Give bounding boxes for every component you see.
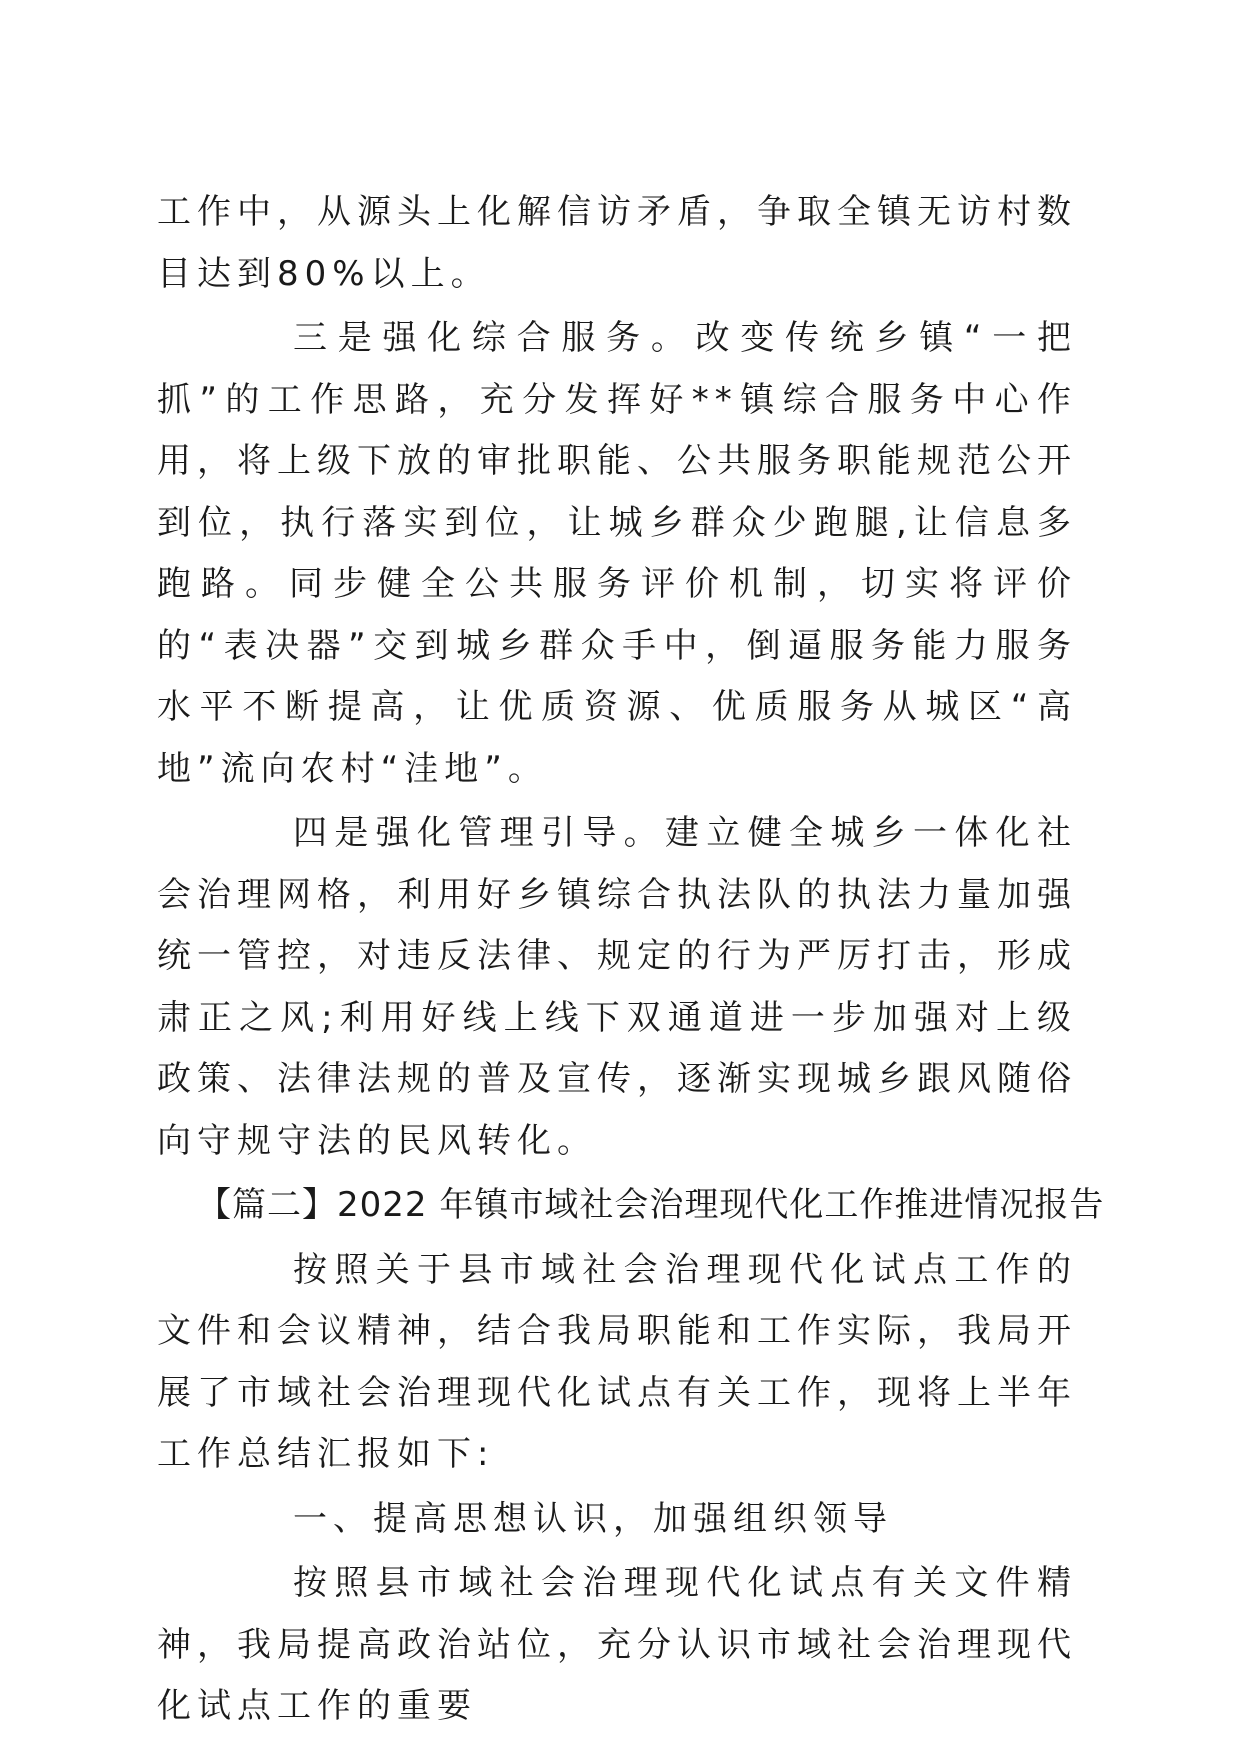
document-body (157, 182, 1105, 1738)
paragraph-report-intro: 按照关于县市域社会治理现代化试点工作的文件和会议精神，结合我局职能和工作实际，我局开展了市域社会治理现代化试点有关工作，现将上半年工作总结汇报如下: (157, 1249, 1077, 1474)
section-heading: 【篇二】2022 年镇市域社会治理现代化工作推进情况报告 (197, 1185, 1105, 1225)
paragraph-political-stance: 按照县市域社会治理现代化试点有关文件精神，我局提高政治站位，充分认识市域社会治理现代化试点工作的重要 (157, 1563, 1077, 1726)
subheading-one: 一、提高思想认识，加强组织领导 (293, 1498, 893, 1539)
paragraph-comprehensive-service: 三是强化综合服务。改变传统乡镇“一把抓”的工作思路，充分发挥好**镇综合服务中心作用，将上级下放的审批职能、公共服务职能规范公开到位，执行落实到位，让城乡群众少跑腿,让信息多跑路。同步健全公共服务评价机制，切实将评价的“表决器”交到城乡群众手中，倒逼服务能力服务水平不断提高，让优质资源、优质服务从城区“高地”流向农村“洼地”。 (157, 318, 1077, 789)
paragraph-continuation: 工作中，从源头上化解信访矛盾，争取全镇无访村数目达到80%以上。 (157, 192, 1077, 294)
paragraph-management-guidance: 四是强化管理引导。建立健全城乡一体化社会治理网格，利用好乡镇综合执法队的执法力量加强统一管控，对违反法律、规定的行为严厉打击，形成肃正之风;利用好线上线下双通道进一步加强对上级政策、法律法规的普及宣传，逐渐实现城乡跟风随俗向守规守法的民风转化。 (157, 813, 1077, 1161)
